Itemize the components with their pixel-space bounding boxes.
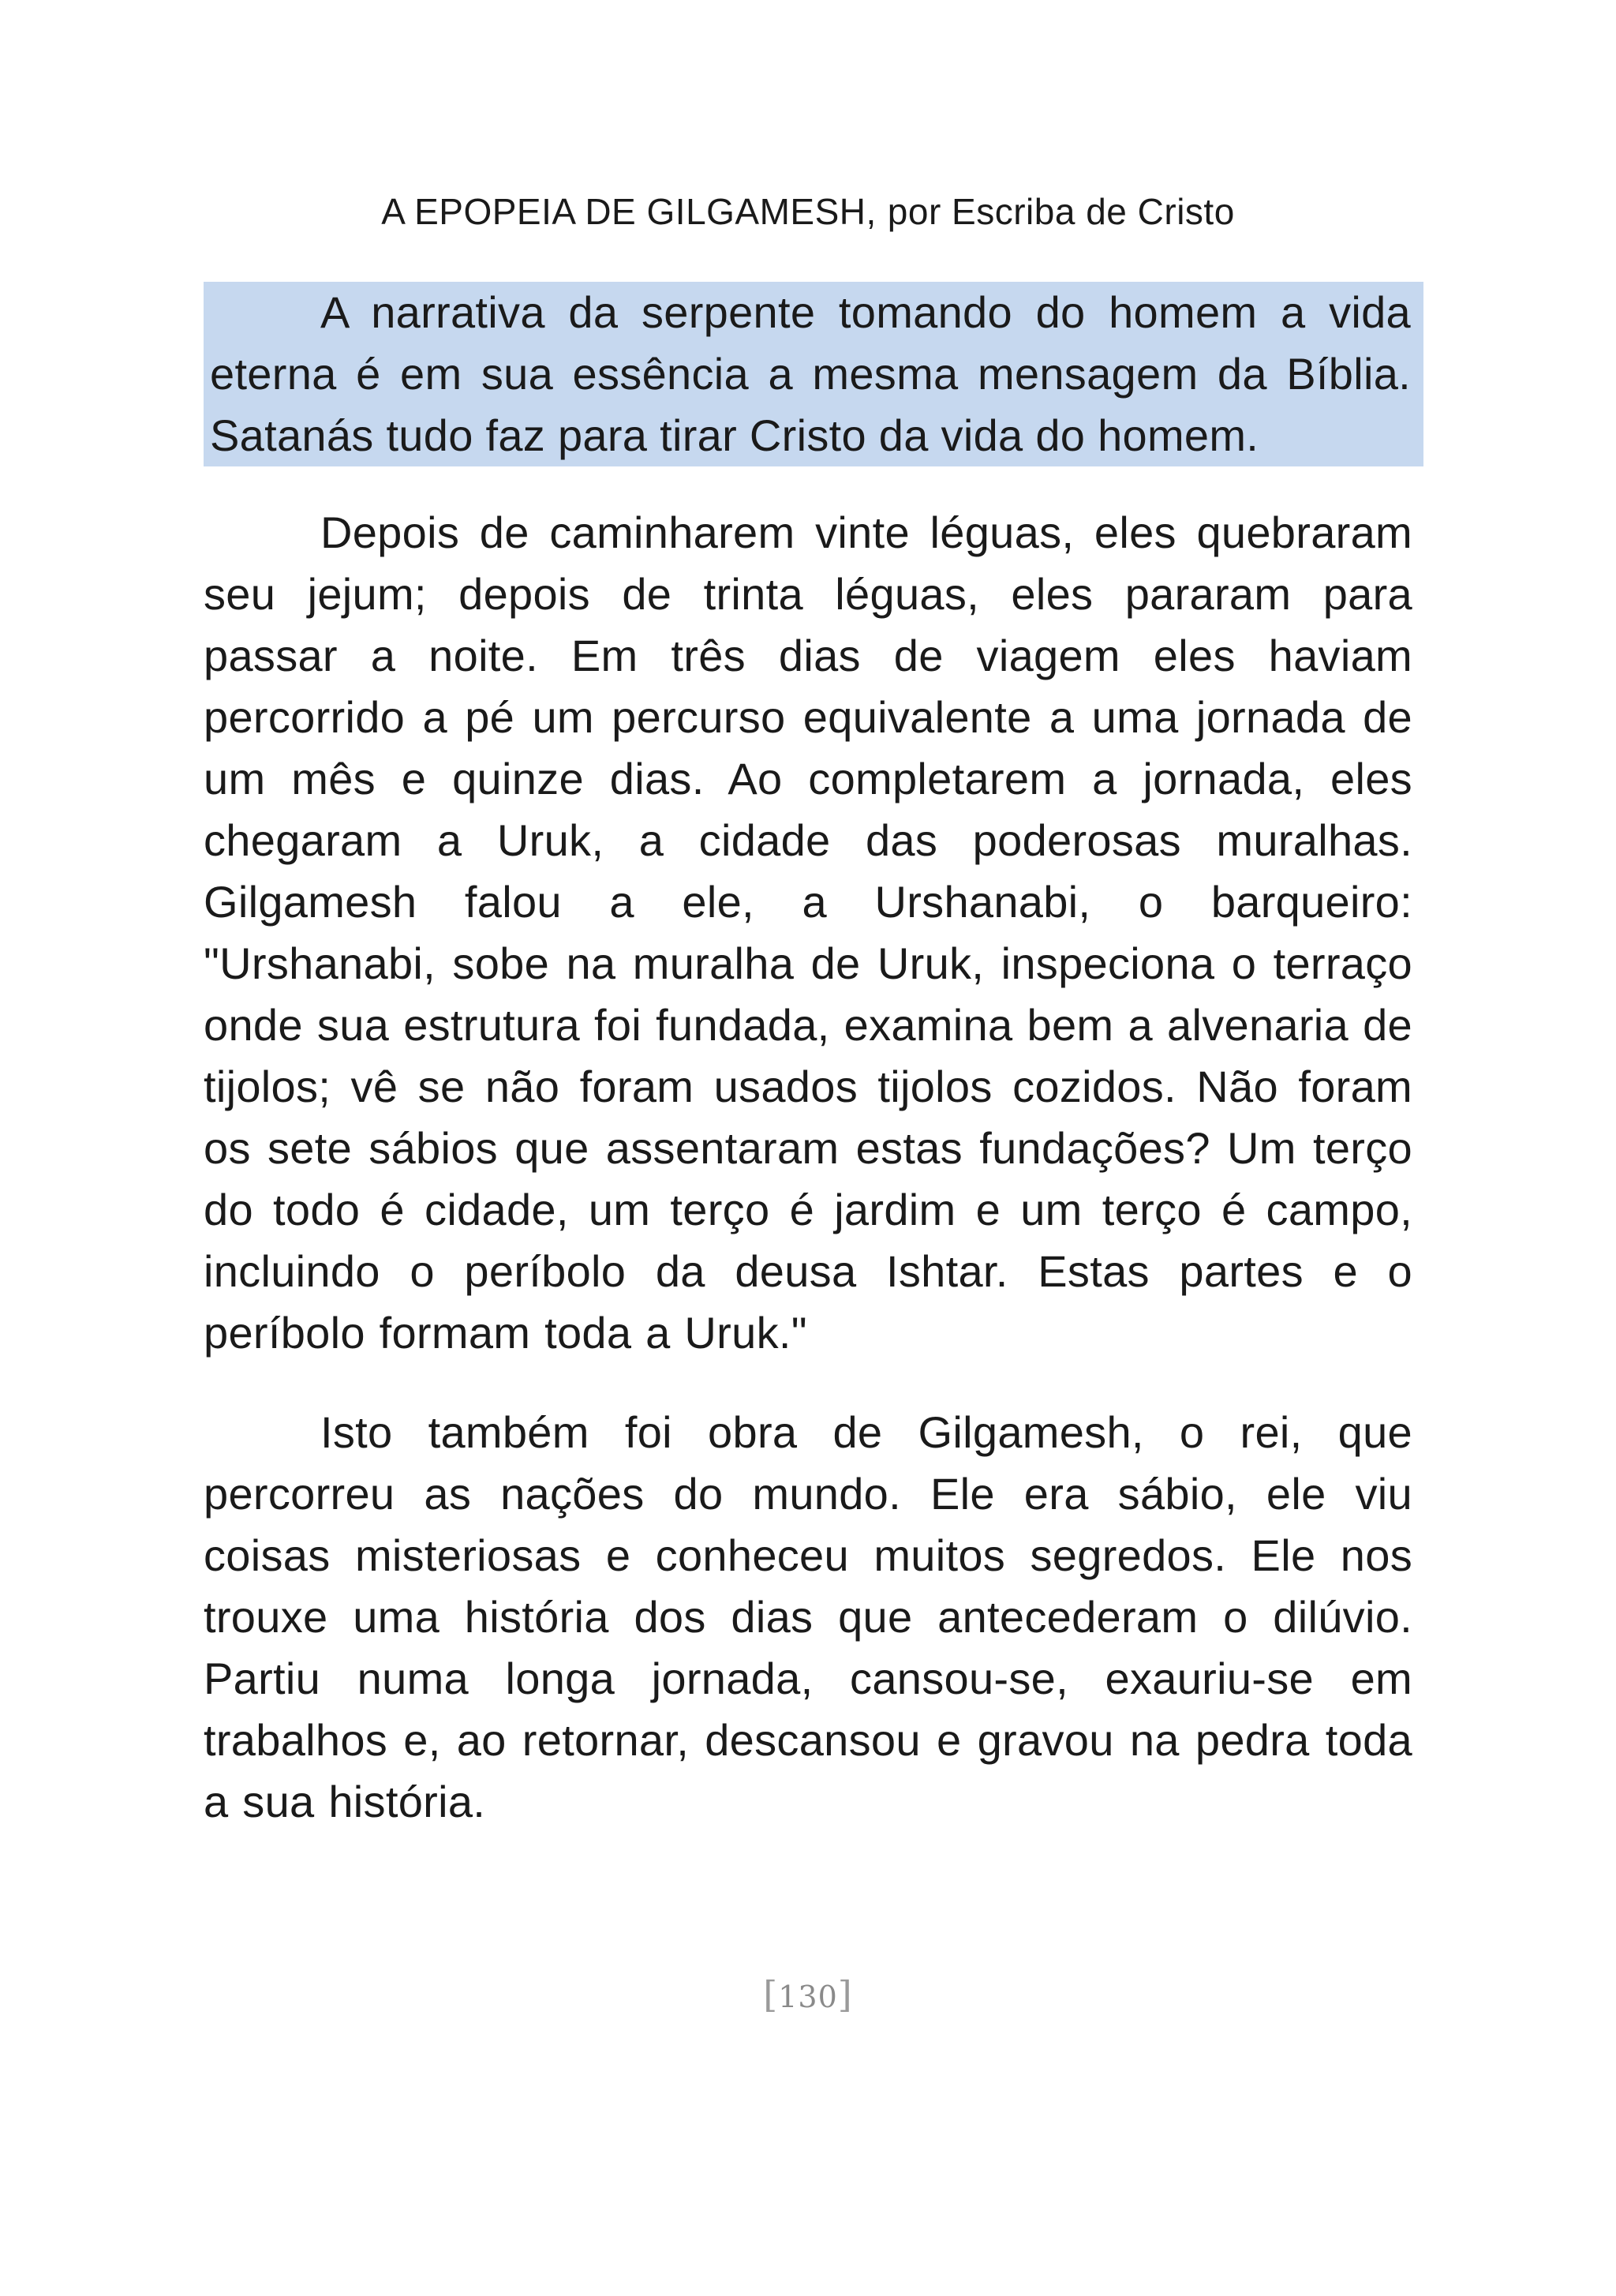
page-number-bracket-close: ] <box>837 1973 853 2016</box>
page-number <box>0 1973 1616 2016</box>
running-header <box>0 186 1616 237</box>
book-title: A EPOPEIA DE GILGAMESH, <box>381 191 877 232</box>
page-number-bracket-open: [ <box>763 1973 779 2016</box>
book-author: por Escriba de Cristo <box>887 191 1235 232</box>
body-paragraph-2-container <box>204 1402 1412 1833</box>
body-paragraph-1-container <box>204 502 1412 1364</box>
body-paragraph: Isto também foi obra de Gilgamesh, o rei, que percorreu as nações do mundo. Ele era sábio, ele viu coisas misteriosas e conheceu muitos segredos. Ele nos trouxe uma história dos dias que antecederam o dilúvio. Partiu numa longa jornada, cansou-se, exauriu-se em trabalhos e, ao retornar, descansou e gravou na pedra toda a sua história. <box>204 1407 1412 1826</box>
body-paragraph: Depois de caminharem vinte léguas, eles quebraram seu jejum; depois de trinta léguas, eles pararam para passar a noite. Em três dias de viagem eles haviam percorrido a pé um percurso equivalente a uma jornada de um mês e quinze dias. Ao completarem a jornada, eles chegaram a Uruk, a cidade das poderosas muralhas. Gilgamesh falou a ele, a Urshanabi, o barqueiro: "Urshanabi, sobe na muralha de Uruk, inspeciona o terraço onde sua estrutura foi fundada, examina bem a alvenaria de tijolos; vê se não foram usados tijolos cozidos. Não foram os sete sábios que assentaram estas fundações? Um terço do todo é cidade, um terço é jardim e um terço é campo, incluindo o períbolo da deusa Ishtar. Estas partes e o períbolo formam toda a Uruk." <box>204 508 1412 1358</box>
highlighted-paragraph: A narrativa da serpente tomando do homem a vida eterna é em sua essência a mesma mensagem da Bíblia. Satanás tudo faz para tirar Cristo da vida do homem. <box>210 287 1411 460</box>
page-number-value: 130 <box>778 1980 838 2014</box>
